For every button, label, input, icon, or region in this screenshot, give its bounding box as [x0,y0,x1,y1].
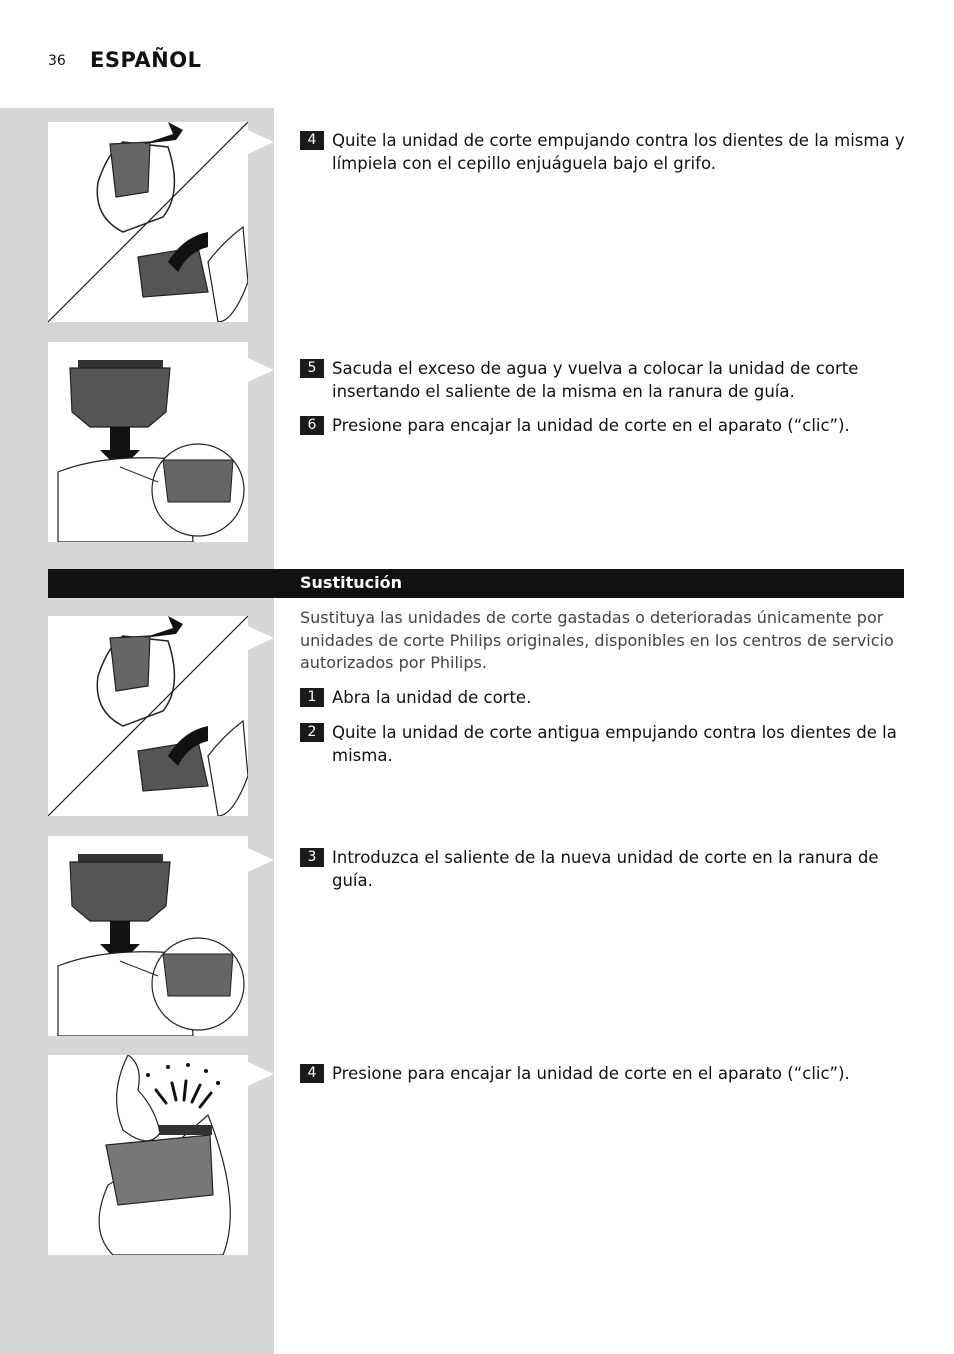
step-item [300,357,908,403]
step-item [300,721,908,767]
page-number: 36 [48,53,66,69]
section-banner [48,569,904,598]
pointer-triangle [248,130,274,154]
language-heading: ESPAÑOL [90,48,202,72]
step-text: Presione para encajar la unidad de corte en el aparato (“clic”). [332,416,850,435]
remove-cutting-unit-illustration [48,616,248,816]
step-number: 6 [300,416,324,435]
step-text: Quite la unidad de corte empujando contra los dientes de la misma y límpiela con el cepillo enjuáguela bajo el grifo. [332,131,905,173]
step-item [300,1062,908,1085]
section-title: Sustitución [300,573,402,592]
insert-cutting-unit-illustration [48,342,248,542]
step-number: 3 [300,848,324,867]
step-item [300,129,908,175]
remove-cutting-unit-illustration [48,122,248,322]
click-cutting-unit-illustration [48,1055,248,1255]
step-number: 2 [300,723,324,742]
intro-paragraph: Sustituya las unidades de corte gastadas o deterioradas únicamente por unidades de corte Philips originales, disponibles en los centros de servicio autorizados por Philips. [300,608,894,672]
pointer-triangle [248,358,274,382]
step-text: Abra la unidad de corte. [332,688,532,707]
step-item [300,846,908,892]
step-number: 4 [300,131,324,150]
pointer-triangle [248,1062,274,1086]
step-item [300,414,908,437]
step-item [300,686,908,709]
step-number: 4 [300,1064,324,1083]
step-text: Sacuda el exceso de agua y vuelva a colocar la unidad de corte insertando el saliente de la misma en la ranura de guía. [332,359,859,401]
step-number: 1 [300,688,324,707]
step-text: Presione para encajar la unidad de corte en el aparato (“clic”). [332,1064,850,1083]
step-text: Quite la unidad de corte antigua empujando contra los dientes de la misma. [332,723,897,765]
pointer-triangle [248,848,274,872]
step-text: Introduzca el saliente de la nueva unidad de corte en la ranura de guía. [332,848,879,890]
insert-cutting-unit-illustration [48,836,248,1036]
pointer-triangle [248,626,274,650]
step-number: 5 [300,359,324,378]
